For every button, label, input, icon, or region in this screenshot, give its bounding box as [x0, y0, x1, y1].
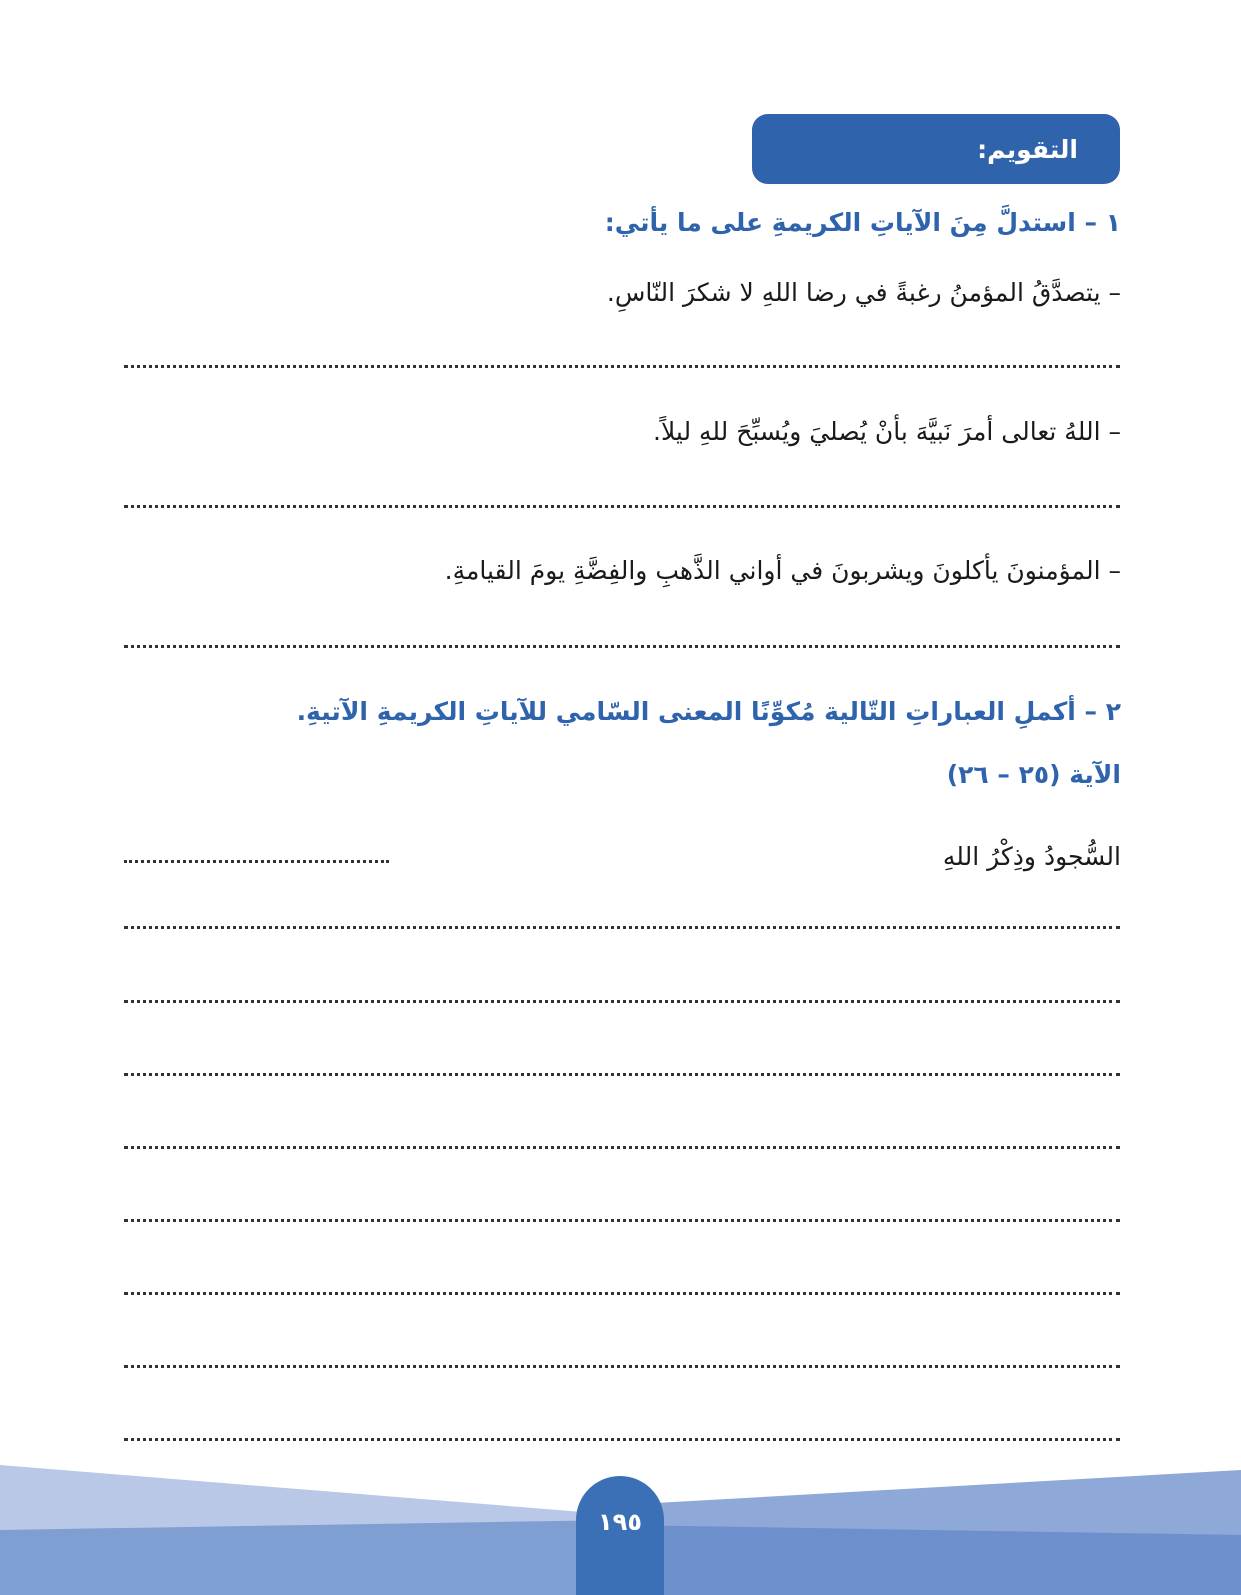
question-1-item-1: – يتصدَّقُ المؤمنُ رغبةً في رضا اللهِ لا شكرَ النّاسِ. — [606, 278, 1121, 307]
answer-line[interactable] — [124, 1365, 1120, 1368]
answer-line[interactable] — [124, 860, 389, 863]
page-number-badge — [576, 1476, 664, 1595]
section-title: التقويم: — [977, 135, 1078, 164]
completion-prompt: السُّجودُ وذِكْرُ اللهِ — [942, 842, 1121, 871]
question-1-heading: ١ – استدلَّ مِنَ الآياتِ الكريمةِ على ما يأتي: — [604, 208, 1121, 237]
answer-line[interactable] — [124, 926, 1120, 929]
question-1-item-3: – المؤمنونَ يأكلونَ ويشربونَ في أواني الذَّهبِ والفِضَّةِ يومَ القيامةِ. — [444, 556, 1121, 585]
answer-line[interactable] — [124, 365, 1120, 368]
answer-line[interactable] — [124, 645, 1120, 648]
answer-line[interactable] — [124, 1219, 1120, 1222]
answer-line[interactable] — [124, 1000, 1120, 1003]
question-2-heading: ٢ – أكملِ العباراتِ التّالية مُكوِّنًا المعنى السّامي للآياتِ الكريمةِ الآتيةِ. — [296, 697, 1121, 726]
answer-line[interactable] — [124, 1146, 1120, 1149]
answer-line[interactable] — [124, 1292, 1120, 1295]
section-header — [752, 114, 1120, 184]
verse-reference: الآية (٢٥ – ٢٦) — [946, 760, 1121, 789]
answer-line[interactable] — [124, 1438, 1120, 1441]
page-number: ١٩٥ — [598, 1508, 642, 1536]
answer-line[interactable] — [124, 1073, 1120, 1076]
question-1-item-2: – اللهُ تعالى أمرَ نَبيَّهَ بأنْ يُصليَ ويُسبِّحَ للهِ ليلاً. — [653, 417, 1121, 446]
answer-line[interactable] — [124, 505, 1120, 508]
